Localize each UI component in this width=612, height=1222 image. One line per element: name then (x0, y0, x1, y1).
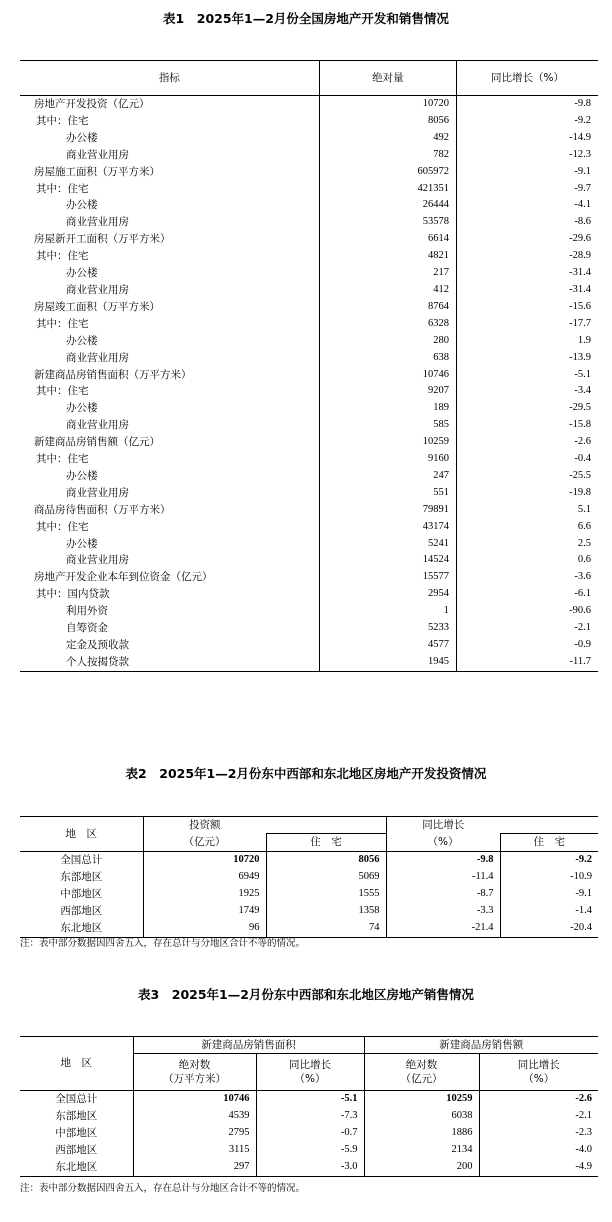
table1-row-label: 个人按揭贷款 (66, 655, 129, 668)
table1-row-growth: -9.1 (457, 164, 599, 181)
table1-row (20, 197, 598, 214)
table2-row (20, 852, 598, 869)
table1-row (20, 637, 598, 654)
table3-header-area-unit: （万平方米） (163, 1073, 226, 1085)
table1-row-value: 189 (319, 400, 456, 417)
table1-row-growth: -3.4 (457, 383, 599, 400)
table1-row (20, 468, 598, 485)
table1-row-label: 商业营业用房 (66, 148, 129, 161)
table3-cell-sales: 1886 (364, 1125, 479, 1142)
table1-row-label: 新建商品房销售额（亿元） (34, 436, 160, 449)
table1-row-label: 商业营业用房 (66, 351, 129, 364)
table1-row (20, 569, 598, 586)
table1-row-value: 14524 (319, 552, 456, 569)
table1-row-growth: -28.9 (457, 248, 599, 265)
table3-title: 表3 2025年1—2月份东中西部和东北地区房地产销售情况 (138, 987, 474, 1002)
table1-row-value: 10720 (319, 96, 456, 113)
table1-row-growth: -12.3 (457, 147, 599, 164)
table1-row-value: 412 (319, 282, 456, 299)
table1-title: 表1 2025年1—2月份全国房地产开发和销售情况 (163, 11, 449, 26)
table3-row (20, 1125, 598, 1142)
table1-row-value: 10746 (319, 367, 456, 384)
table1-row-growth: -9.7 (457, 181, 599, 198)
table3-header-sales-abs-label: 绝对数 (405, 1059, 438, 1071)
table1-row-growth: -8.6 (457, 214, 599, 231)
table1-row-value: 1945 (319, 654, 456, 671)
table3-row (20, 1142, 598, 1159)
table3-header-area-abs-label: 绝对数 (178, 1059, 211, 1071)
table1-row-value: 8056 (319, 113, 456, 130)
table2-header-invest-unit: （亿元） (143, 833, 266, 851)
table1-row-growth: 5.1 (457, 502, 599, 519)
table2-cell-invest: 1749 (143, 903, 266, 920)
table1-row-label: 办公楼 (66, 131, 98, 144)
table1-row (20, 299, 598, 316)
table1-row-growth: -17.7 (457, 316, 599, 333)
table1-row-value: 26444 (319, 197, 456, 214)
table1-row-label: 商业营业用房 (66, 216, 129, 229)
table1-row (20, 350, 598, 367)
table1-row-label: 房屋竣工面积（万平方米） (34, 300, 160, 313)
table1-row (20, 265, 598, 282)
table1-row (20, 130, 598, 147)
table1-row-label: 商业营业用房 (66, 419, 129, 432)
table1-row-label: 新建商品房销售面积（万平方米） (34, 368, 192, 381)
table1-row-growth: 1.9 (457, 333, 599, 350)
table1-row-growth: -13.9 (457, 350, 599, 367)
table3-header-sales-unit: （亿元） (400, 1073, 443, 1085)
table1-row-growth: -5.1 (457, 367, 599, 384)
table3-cell-area: 2795 (133, 1125, 256, 1142)
table1-row (20, 113, 598, 130)
table1-row (20, 231, 598, 248)
table1-row-value: 551 (319, 485, 456, 502)
table3-cell-sales: 200 (364, 1159, 479, 1176)
table1-row (20, 367, 598, 384)
table1-row-value: 10259 (319, 434, 456, 451)
table1-row-value: 2954 (319, 586, 456, 603)
table1-row (20, 552, 598, 569)
table2-cell-res: 8056 (266, 852, 386, 869)
table3-cell-region: 全国总计 (20, 1091, 133, 1108)
table1-row (20, 333, 598, 350)
table1-row-value: 6614 (319, 231, 456, 248)
table1-row-growth: -3.6 (457, 569, 599, 586)
table1-row-label: 自筹资金 (66, 622, 108, 635)
table1-row (20, 147, 598, 164)
table1-row (20, 181, 598, 198)
table1-row-label: 房屋新开工面积（万平方米） (34, 233, 171, 246)
table1-row-label: 商业营业用房 (66, 486, 129, 499)
table1-row-growth: -29.6 (457, 231, 599, 248)
table1-row (20, 654, 598, 671)
table2-cell-res: 1555 (266, 886, 386, 903)
table3-note: 注：表中部分数据因四舍五入，存在总计与分地区合计不等的情况。 (20, 1183, 306, 1194)
table2-cell-region: 东部地区 (60, 870, 103, 883)
table2 (20, 816, 598, 938)
table1-row (20, 417, 598, 434)
table2-cell-res: 5069 (266, 869, 386, 886)
table1-header-indicator: 指标 (20, 61, 319, 96)
table1-row-value: 4821 (319, 248, 456, 265)
table1-row-label: 商品房待售面积（万平方米） (34, 503, 171, 516)
table3-cell-area: 3115 (133, 1142, 256, 1159)
table1-row-growth: -9.8 (457, 96, 599, 113)
table1-row-value: 217 (319, 265, 456, 282)
table2-cell-res-growth: -10.9 (500, 869, 598, 886)
table3-cell-area-g: -7.3 (256, 1108, 364, 1125)
table1-row-label: 办公楼 (66, 537, 98, 550)
table1-row-value: 5233 (319, 620, 456, 637)
table1-row-growth: -14.9 (457, 130, 599, 147)
table1-row-growth: -2.6 (457, 434, 599, 451)
table1-row-label: 办公楼 (66, 469, 98, 482)
table1-row-label: 商业营业用房 (66, 554, 129, 567)
table1-row-growth: -25.5 (457, 468, 599, 485)
table1-row-value: 585 (319, 417, 456, 434)
table2-row (20, 869, 598, 886)
table1-row-label: 其中：住宅 (36, 520, 89, 533)
table2-header-growth: 同比增长 (386, 817, 500, 834)
table3-header-sales-growth-unit: （%） (523, 1073, 555, 1085)
table2-cell-res: 1358 (266, 903, 386, 920)
table1-row-growth: -6.1 (457, 586, 599, 603)
table3-cell-sales-g: -2.1 (479, 1108, 598, 1125)
table1-row (20, 434, 598, 451)
table3-row (20, 1108, 598, 1125)
table1-row (20, 400, 598, 417)
table3-header-area-growth (256, 1054, 364, 1091)
table1-row (20, 282, 598, 299)
table3-header-area-abs (133, 1054, 256, 1091)
table1-row-value: 6328 (319, 316, 456, 333)
table1-row (20, 164, 598, 181)
table3-cell-sales-g: -2.3 (479, 1125, 598, 1142)
table2-row (20, 903, 598, 920)
table1-row-label: 办公楼 (66, 334, 98, 347)
table2-cell-res-growth: -9.2 (500, 852, 598, 869)
table1-row-value: 605972 (319, 164, 456, 181)
table2-cell-res-growth: -9.1 (500, 886, 598, 903)
table3-cell-sales-g: -2.6 (479, 1091, 598, 1108)
table1-row-value: 79891 (319, 502, 456, 519)
table1-row (20, 620, 598, 637)
table1-row (20, 451, 598, 468)
table1-row (20, 603, 598, 620)
table2-cell-res: 74 (266, 920, 386, 937)
table1-row-growth: -0.4 (457, 451, 599, 468)
table2-cell-region: 西部地区 (60, 904, 103, 917)
table1-row-label: 办公楼 (66, 199, 98, 212)
table2-note: 注：表中部分数据因四舍五入，存在总计与分地区合计不等的情况。 (20, 938, 306, 949)
table1-row-value: 8764 (319, 299, 456, 316)
table2-title: 表2 2025年1—2月份东中西部和东北地区房地产开发投资情况 (125, 766, 487, 781)
table1-row (20, 383, 598, 400)
table3-body (20, 1091, 598, 1177)
table3-cell-area-g: -5.9 (256, 1142, 364, 1159)
table1-row-value: 9160 (319, 451, 456, 468)
table2-header-invest: 投资额 (143, 817, 266, 834)
table3-cell-sales-g: -4.0 (479, 1142, 598, 1159)
table2-cell-res-growth: -20.4 (500, 920, 598, 937)
table1 (20, 60, 598, 672)
table3-header-row1 (20, 1037, 598, 1054)
table1-row-growth: -31.4 (457, 265, 599, 282)
table3-header-region: 地 区 (20, 1037, 133, 1091)
table2-cell-region: 东北地区 (20, 920, 143, 937)
table3-cell-region: 西部地区 (55, 1143, 98, 1156)
table3-header-sales: 新建商品房销售额 (364, 1037, 598, 1054)
table1-row-value: 492 (319, 130, 456, 147)
table2-cell-growth: -21.4 (386, 920, 500, 937)
table1-row-label: 定金及预收款 (66, 639, 129, 651)
table1-row-growth: 0.6 (457, 552, 599, 569)
table1-row-growth: -9.2 (457, 113, 599, 130)
table3-cell-sales: 10259 (364, 1091, 479, 1108)
table1-row-value: 9207 (319, 383, 456, 400)
table2-cell-region: 全国总计 (20, 852, 143, 869)
table1-row-label: 房地产开发投资（亿元） (34, 98, 150, 110)
table1-row-value: 4577 (319, 637, 456, 654)
table1-row-label: 其中：住宅 (36, 114, 89, 127)
table1-row (20, 502, 598, 519)
table3-cell-area-g: -0.7 (256, 1125, 364, 1142)
table2-header-residential: 住 宅 (266, 833, 386, 851)
table2-body (20, 852, 598, 938)
table2-cell-invest: 6949 (143, 869, 266, 886)
table2-cell-growth: -11.4 (386, 869, 500, 886)
table3-header-sales-growth (479, 1054, 598, 1091)
table1-row-label: 办公楼 (66, 402, 98, 415)
table1-row-label: 其中：住宅 (36, 317, 89, 330)
table3-cell-area: 297 (133, 1159, 256, 1176)
table1-row-label: 其中：住宅 (36, 182, 89, 195)
table1-row-label: 其中：住宅 (36, 385, 89, 398)
table2-cell-invest: 1925 (143, 886, 266, 903)
table1-row-growth: -19.8 (457, 485, 599, 502)
table3-row (20, 1091, 598, 1108)
table3-row (20, 1159, 598, 1176)
table3-header-area: 新建商品房销售面积 (133, 1037, 364, 1054)
table1-row (20, 536, 598, 553)
table1-row (20, 214, 598, 231)
table3-header-area-growth-unit: （%） (294, 1073, 326, 1085)
table1-row-growth: -2.1 (457, 620, 599, 637)
table1-row (20, 96, 598, 113)
table3-header-sales-growth-label: 同比增长 (517, 1059, 560, 1071)
table1-row-value: 53578 (319, 214, 456, 231)
table1-row-label: 办公楼 (66, 267, 98, 280)
table1-row-label: 房地产开发企业本年到位资金（亿元） (34, 571, 213, 584)
table3-cell-region: 东北地区 (20, 1159, 133, 1176)
table1-row (20, 485, 598, 502)
table1-row-label: 其中：住宅 (36, 250, 89, 263)
table1-row-value: 638 (319, 350, 456, 367)
table2-cell-region: 中部地区 (60, 887, 103, 900)
table1-row-label: 房屋施工面积（万平方米） (34, 165, 160, 178)
table1-body (20, 96, 598, 672)
table2-cell-res-growth: -1.4 (500, 903, 598, 920)
table2-header-region: 地 区 (20, 817, 143, 852)
table2-cell-growth: -3.3 (386, 903, 500, 920)
table1-row-growth: -90.6 (457, 603, 599, 620)
table3-cell-sales: 2134 (364, 1142, 479, 1159)
table1-row-growth: -11.7 (457, 654, 599, 671)
table2-header-residential-growth: 住 宅 (500, 833, 598, 851)
table1-header-absolute: 绝对量 (319, 61, 456, 96)
table1-row-label: 商业营业用房 (66, 283, 129, 296)
table2-row (20, 886, 598, 903)
table1-row-value: 43174 (319, 519, 456, 536)
table1-row (20, 316, 598, 333)
table1-row-value: 280 (319, 333, 456, 350)
table3-header-area-growth-label: 同比增长 (289, 1059, 331, 1071)
table1-row-growth: -29.5 (457, 400, 599, 417)
table1-row (20, 586, 598, 603)
table3-header-sales-abs (364, 1054, 479, 1091)
table3-cell-region: 东部地区 (55, 1109, 98, 1122)
table1-header-growth: 同比增长（%） (457, 61, 599, 96)
table3-cell-area: 10746 (133, 1091, 256, 1108)
table1-row-label: 利用外资 (66, 605, 108, 618)
table1-row-label: 其中：国内贷款 (36, 588, 110, 601)
table1-row-growth: -31.4 (457, 282, 599, 299)
table1-row-growth: 2.5 (457, 536, 599, 553)
table1-row-growth: 6.6 (457, 519, 599, 536)
table2-cell-growth: -8.7 (386, 886, 500, 903)
table1-row-value: 5241 (319, 536, 456, 553)
table2-header-row1 (20, 817, 598, 834)
table1-row-label: 其中：住宅 (36, 453, 89, 466)
table1-header-row (20, 61, 598, 96)
table2-cell-growth: -9.8 (386, 852, 500, 869)
table2-header-growth-unit: （%） (386, 833, 500, 851)
table3-cell-sales: 6038 (364, 1108, 479, 1125)
table1-row-value: 782 (319, 147, 456, 164)
table1-row-value: 15577 (319, 569, 456, 586)
table3-cell-sales-g: -4.9 (479, 1159, 598, 1176)
table3-cell-region: 中部地区 (55, 1126, 98, 1139)
table1-row-value: 421351 (319, 181, 456, 198)
table3 (20, 1036, 598, 1177)
table1-row-growth: -15.6 (457, 299, 599, 316)
table1-row-growth: -4.1 (457, 197, 599, 214)
table1-row (20, 519, 598, 536)
table1-row-value: 1 (319, 603, 456, 620)
table2-cell-invest: 96 (143, 920, 266, 937)
table3-cell-area-g: -3.0 (256, 1159, 364, 1176)
table1-row-value: 247 (319, 468, 456, 485)
table1-row-growth: -0.9 (457, 637, 599, 654)
table2-cell-invest: 10720 (143, 852, 266, 869)
table1-row (20, 248, 598, 265)
table1-row-growth: -15.8 (457, 417, 599, 434)
table3-cell-area: 4539 (133, 1108, 256, 1125)
table3-cell-area-g: -5.1 (256, 1091, 364, 1108)
